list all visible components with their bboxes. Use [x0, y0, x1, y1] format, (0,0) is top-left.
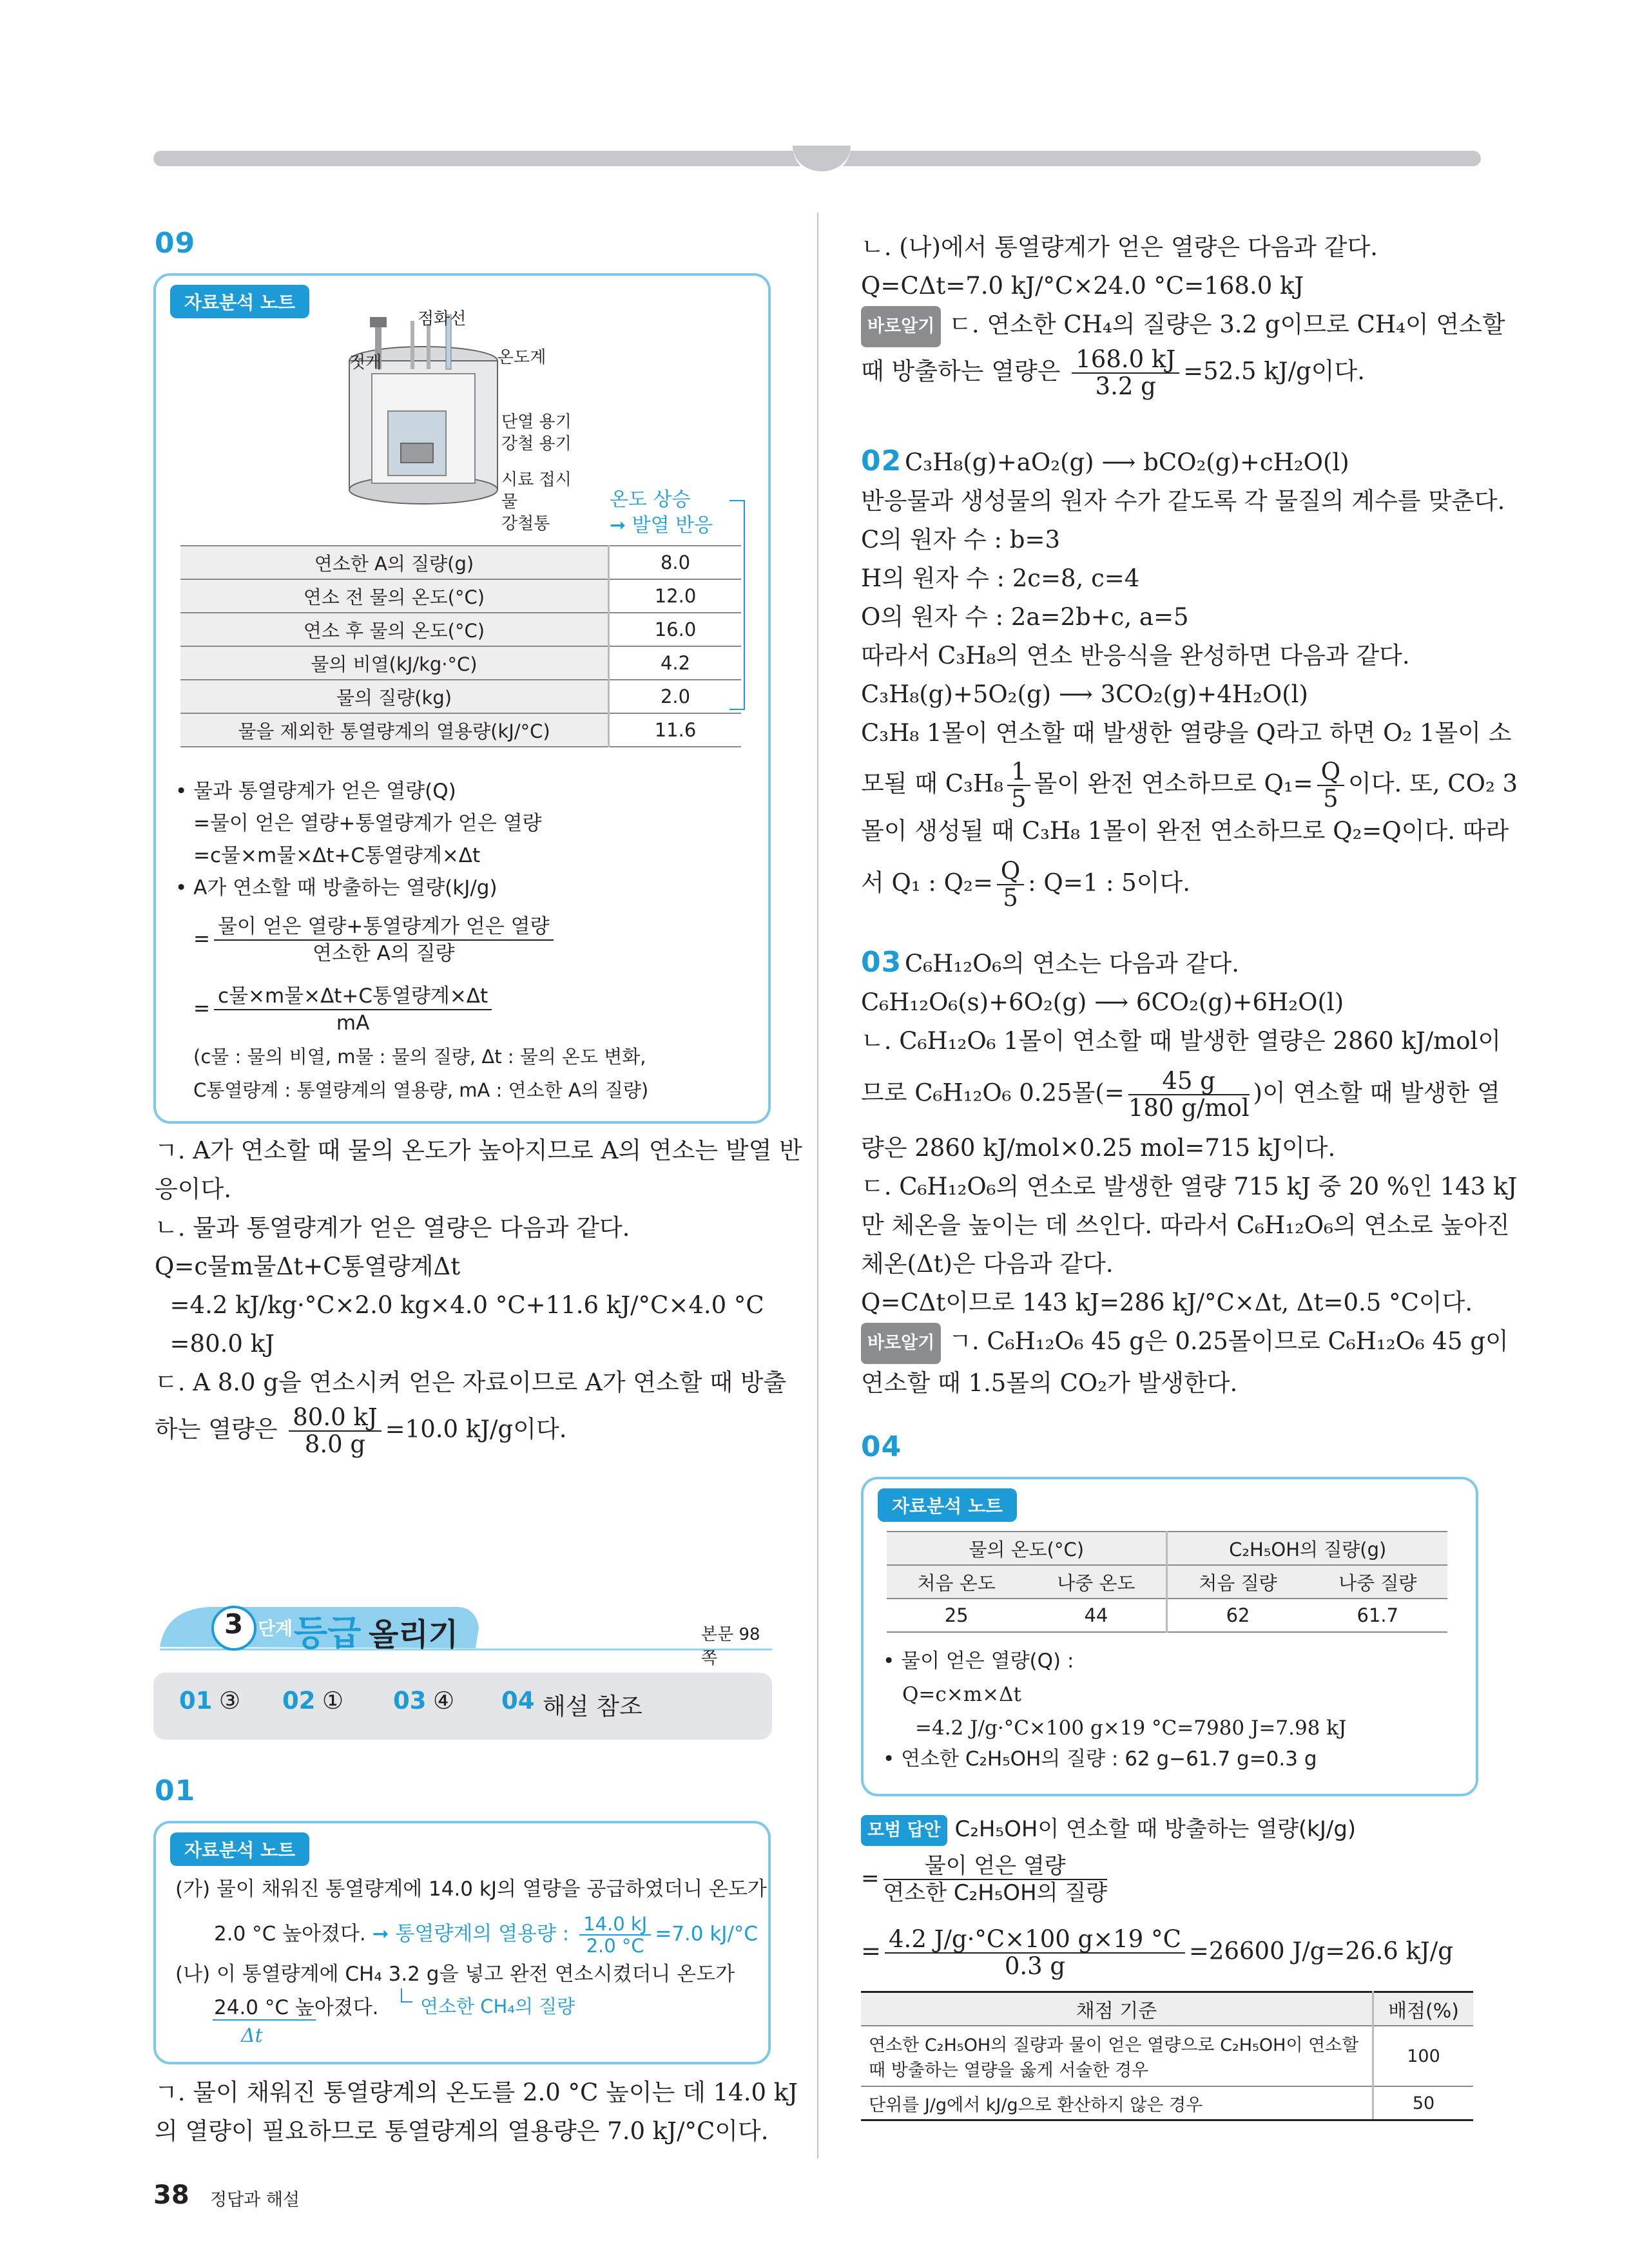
q03-line1: ㄴ. C₆H₁₂O₆ 1몰이 연소할 때 발생한 열량은 2860 kJ/mol이 — [861, 1027, 1502, 1055]
dt-underline — [213, 2019, 316, 2021]
note-na-line1: (나) 이 통열량계에 CH₄ 3.2 g을 넣고 완전 연소시켰더니 온도가 — [175, 1963, 735, 1986]
analysis-note-box-09 — [153, 273, 771, 1124]
label-steel-container: 강철 용기 — [501, 434, 572, 454]
note-tag: 자료분석 노트 — [878, 1488, 1017, 1522]
analysis-note-box-04 — [861, 1477, 1478, 1796]
q01-explanation: ㄱ. 물이 채워진 통열량계의 온도를 2.0 °C 높이는 데 14.0 kJ 의 열량이 필요하므로 통열량계의 열용량은 7.0 kJ/°C이다. — [155, 2079, 798, 2145]
mass-pointer — [401, 1988, 412, 2003]
table-row: 단위를 J/g에서 kJ/g으로 환산하지 않은 경우 50 — [861, 2086, 1473, 2120]
label-stirrer: 젓개 — [349, 353, 382, 372]
table-row: 연소한 C₂H₅OH의 질량과 물이 얻은 열량으로 C₂H₅OH이 연소할 때 방출하는 열량을 옳게 서술한 경우 100 — [861, 2026, 1473, 2086]
question-number-01: 01 — [155, 1774, 196, 1807]
q03-line2: 므로 C₆H₁₂O₆ 0.25몰(= $\frac{45 g}{\text{180 g/mol}}$ )이 연소할 때 발생한 열 — [861, 1067, 1500, 1122]
table-row: 물을 제외한 통열량계의 열용량(kJ/°C) 11.6 — [180, 713, 741, 747]
table-row: 연소 전 물의 온도(°C) 12.0 — [180, 579, 741, 613]
label-steel-bomb: 강철통 — [501, 514, 550, 533]
q01-continued: ㄴ. (나)에서 통열량계가 얻은 열량은 다음과 같다. Q=CΔt=7.0 kJ/°C×24.0 °C=168.0 kJ 바로알기 ㄷ. 연소한 CH₄의 질량은 3.2 g이므로 CH₄이 연소할 — [861, 228, 1480, 347]
q02-line8: 모될 때 C₃H₈ $\frac{1}{5}$ 몰이 완전 연소하므로 Q₁= $\frac{Q}{5}$ 이다. 또, CO₂ 3 — [861, 758, 1518, 812]
column-divider — [817, 213, 818, 2158]
q02-line9: 몰이 생성될 때 C₃H₈ 1몰이 완전 연소하므로 Q₂=Q이다. 따라 — [861, 817, 1509, 845]
note-tag: 자료분석 노트 — [170, 1832, 309, 1866]
model-answer-badge: 모범 답안 — [861, 1815, 947, 1846]
q03-explanation: 량은 2860 kJ/mol×0.25 mol=715 kJ이다. ㄷ. C₆H₁₂O₆의 연소로 발생한 열량 715 kJ 중 20 %인 143 kJ 만 체온을 높이는 데 쓰인다. 따라서 C₆H₁₂O₆의 연소로 높아진 체온(Δt)은 다음과 같다. Q=CΔt이므로 143 kJ=286 kJ/°C×Δt, Δt=0.5 °C이다. 바로알기 ㄱ. C₆H₁₂O₆ 45 g은 0.25몰이므로 C₆H₁₂O₆ 45 g이 연소할 때 1.5몰의 CO₂가 발생한다. — [861, 1134, 1518, 1397]
model-answer-frac1: = $\frac{\text{물이 얻은 열량}}{\text{연소한 C₂H₅OH의 질량}}$ — [861, 1853, 1108, 1906]
label-water: 물 — [501, 492, 518, 512]
analysis-note-box-01 — [153, 1821, 771, 2064]
note-na-line2: 24.0 °C 높아졌다. — [214, 1996, 379, 2019]
table-row: 25 44 62 61.7 — [887, 1599, 1447, 1632]
section-title-b: 올리기 — [369, 1617, 459, 1653]
grading-table — [861, 1991, 1473, 2121]
label-sample-dish: 시료 접시 — [501, 470, 572, 490]
q02-line10: 서 Q₁ : Q₂= $\frac{Q}{5}$ : Q=1 : 5이다. — [861, 857, 1191, 912]
exothermic-note: ➞ 발열 반응 — [610, 514, 713, 537]
note-tag: 자료분석 노트 — [170, 285, 309, 318]
page-number: 38 — [153, 2180, 189, 2210]
question-number-09: 09 — [155, 227, 196, 260]
section-title-a: 등급 — [294, 1613, 362, 1653]
bullet-heat-gained-l2: =물이 얻은 열량+통열량계가 얻은 열량 — [193, 812, 542, 835]
q04-bullet1-l2: Q=c×m×Δt — [902, 1683, 1021, 1706]
header-notch — [793, 146, 851, 175]
bullet-heat-gained-l3: =c물×m물×Δt+C통열량계×Δt — [193, 844, 481, 867]
q04-table — [887, 1531, 1447, 1633]
page-reference: 본문 98쪽 — [701, 1625, 760, 1668]
label-thermometer: 온도계 — [497, 348, 546, 367]
table-row: 물의 질량(kg) 2.0 — [180, 680, 741, 713]
answer-strip: 01 ③ 02 ① 03 ④ 04 해설 참조 — [153, 1673, 772, 1740]
bullet-heat-gained: • 물과 통열량계가 얻은 열량(Q) — [175, 780, 456, 803]
experiment-table — [180, 545, 741, 747]
table-header-row: 채점 기준 배점(%) — [861, 1992, 1473, 2026]
q04-bullet1: • 물이 얻은 열량(Q) : — [883, 1649, 1074, 1673]
model-answer-head: 모범 답안 C₂H₅OH이 연소할 때 방출하는 열량(kJ/g) — [861, 1814, 1356, 1846]
q03-head: C₆H₁₂O₆의 연소는 다음과 같다. — [905, 950, 1239, 977]
table-subheader-row: 처음 온도 나중 온도 처음 질량 나중 질량 — [887, 1565, 1447, 1599]
question-number-02: 02 — [861, 445, 902, 477]
footer-title: 정답과 해설 — [210, 2190, 300, 2210]
q02-equation: C₃H₈(g)+aO₂(g) ⟶ bCO₂(g)+cH₂O(l) — [905, 448, 1349, 476]
bullet-heat-released-frac2: = $\frac{\text{c물×m물×Δt+C통열량계×Δt}}{mA}$ — [193, 983, 496, 1036]
temp-rise-note: 온도 상승 — [610, 488, 691, 511]
table-row: 연소한 A의 질량(g) 8.0 — [180, 546, 741, 579]
note-ga-line1: (가) 물이 채워진 통열량계에 14.0 kJ의 열량을 공급하였더니 온도가 — [175, 1878, 767, 1901]
section-header — [153, 1602, 772, 1668]
q01-baro-line2: 때 방출하는 열량은 $\frac{168.0 kJ}{3.2 g}$ =52.5 kJ/g이다. — [861, 345, 1365, 400]
q09-final-line: 하는 열량은 $\frac{80.0 kJ}{8.0 g}$ =10.0 kJ/g이다. — [155, 1403, 567, 1458]
bullet-heat-released-frac1: = $\frac{\text{물이 얻은 열량+통열량계가 얻은 열량}}{\text{연소한 A의 질량}}$ — [193, 914, 557, 966]
model-answer-frac2: = $\frac{4.2 J/g\cdot^\circ C\times 100 g\times 19 ^\circ C}{0.3 g}$ =26600 J/g=26.6 kJ/g — [861, 1925, 1453, 1980]
note-ga-line2: 2.0 °C 높아졌다. ➞ 통열량계의 열용량 : $\frac{14.0 kJ}{2.0 ^\circ C}$ =7.0 kJ/°C — [214, 1913, 758, 1957]
table-row: 연소 후 물의 온도(°C) 16.0 — [180, 613, 741, 646]
table-row: 물의 비열(kJ/kg·°C) 4.2 — [180, 646, 741, 680]
note-na-mass: 연소한 CH₄의 질량 — [420, 1995, 575, 2017]
step-number: 3 — [224, 1608, 244, 1640]
q09-explanation: ㄱ. A가 연소할 때 물의 온도가 높아지므로 A의 연소는 발열 반 응이다. ㄴ. 물과 통열량계가 얻은 열량은 다음과 같다. Q=c물m물Δt+C통열량계Δt =4.2 kJ/kg·°C×2.0 kg×4.0 °C+11.6 kJ/°C×4.0 °C =80.0 kJ ㄷ. A 8.0 g을 연소시켜 얻은 자료이므로 A가 연소할 때 방출 — [155, 1137, 802, 1396]
table-header-row: 물의 온도(°C) C₂H₅OH의 질량(g) — [887, 1532, 1447, 1565]
bullet-heat-released: • A가 연소할 때 방출하는 열량(kJ/g) — [175, 876, 497, 899]
q03-equation: C₆H₁₂O₆(s)+6O₂(g) ⟶ 6CO₂(g)+6H₂O(l) — [861, 988, 1344, 1016]
baro-badge: 바로알기 — [861, 306, 941, 347]
legend-line-1: (c물 : 물의 비열, m물 : 물의 질량, Δt : 물의 온도 변화, — [193, 1046, 646, 1068]
legend-line-2: C통열량계 : 통열량계의 열용량, mA : 연소한 A의 질량) — [193, 1079, 649, 1101]
q04-bullet2: • 연소한 C₂H₅OH의 질량 : 62 g−61.7 g=0.3 g — [883, 1747, 1317, 1771]
step-word: 단계 — [258, 1618, 293, 1639]
q02-explanation: 반응물과 생성물의 원자 수가 같도록 각 물질의 계수를 맞춘다. C의 원자 수 : b=3 H의 원자 수 : 2c=8, c=4 O의 원자 수 : 2a=2b+c, a=5 따라서 C₃H₈의 연소 반응식을 완성하면 다음과 같다. C₃H₈(g)+5O₂(g) ⟶ 3CO₂(g)+4H₂O(l) C₃H₈ 1몰이 연소할 때 발생한 열량을 Q라고 하면 O₂ 1몰이 소 — [861, 487, 1512, 747]
question-number-03: 03 — [861, 946, 902, 979]
label-insulated-container: 단열 용기 — [501, 412, 572, 432]
label-ignition-wire: 점화선 — [418, 309, 467, 329]
q04-bullet1-l3: =4.2 J/g·°C×100 g×19 °C=7980 J=7.98 kJ — [915, 1716, 1347, 1740]
question-number-04: 04 — [861, 1430, 902, 1463]
baro-badge: 바로알기 — [861, 1323, 941, 1364]
note-na-dt: Δt — [241, 2024, 263, 2047]
